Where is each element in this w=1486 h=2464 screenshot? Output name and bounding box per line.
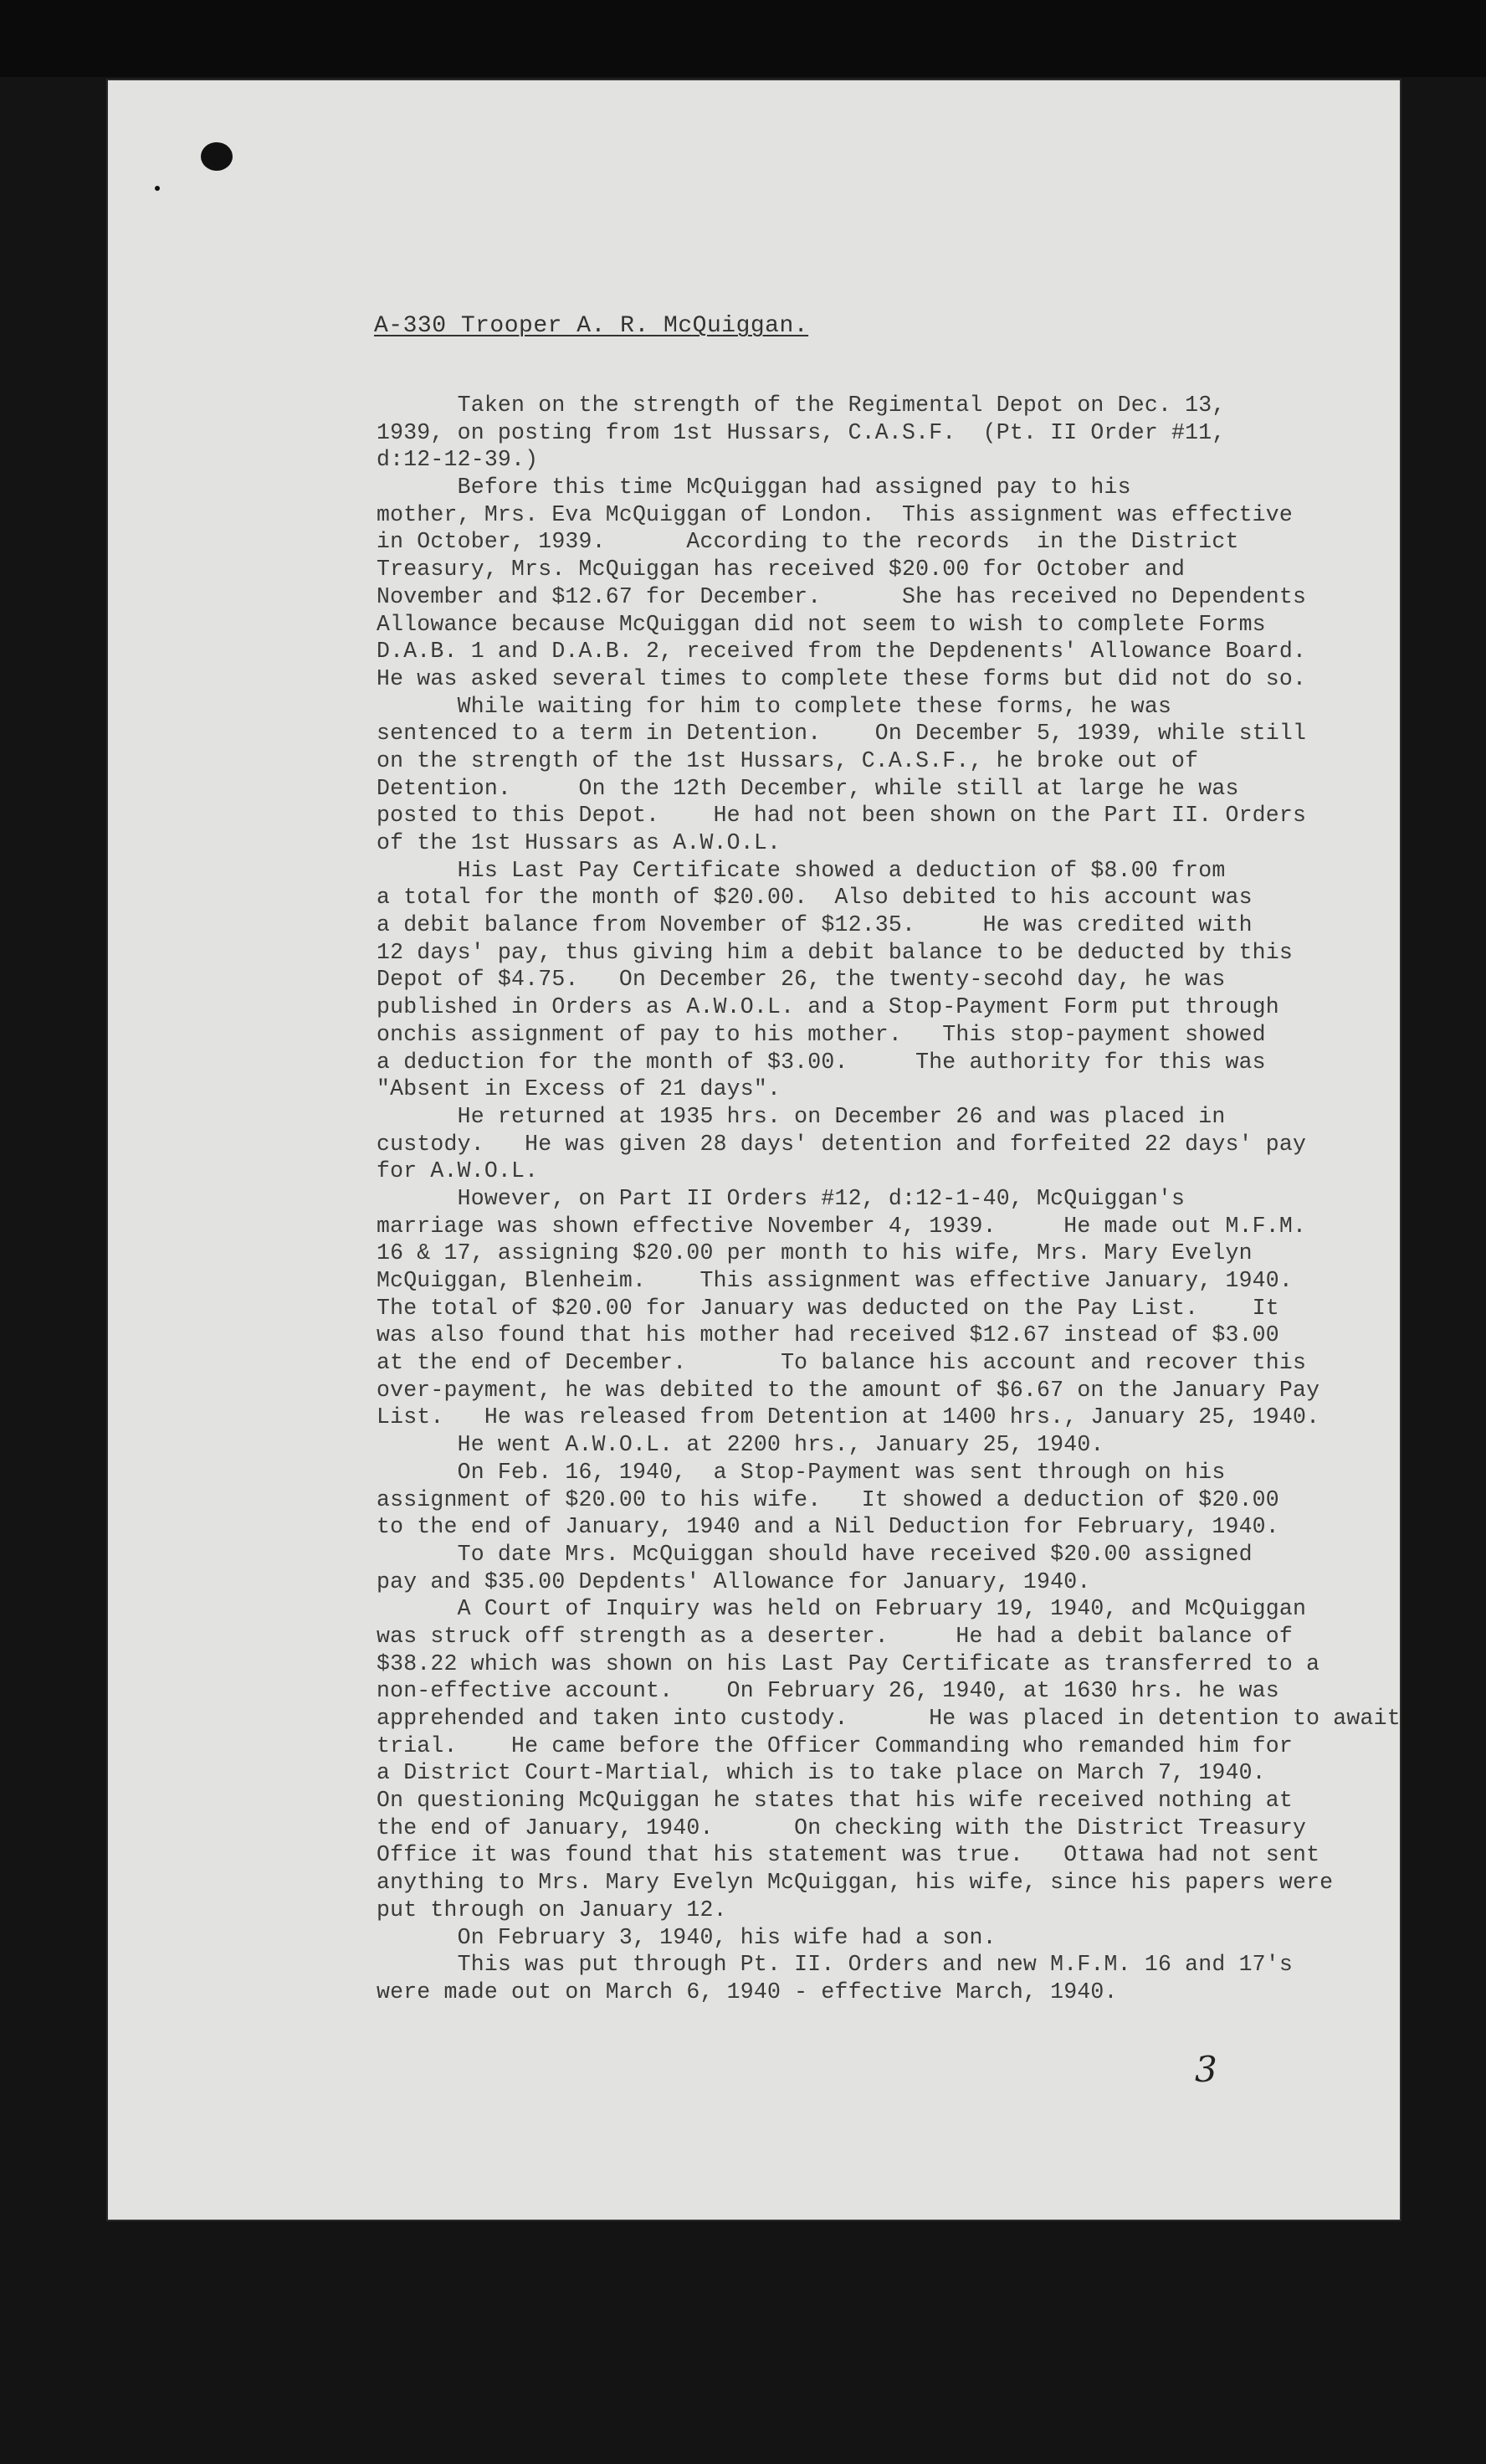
text-line: Depot of $4.75. On December 26, the twenty-secohd day, he was: [377, 967, 1226, 993]
text-line: onchis assignment of pay to his mother. This stop-payment showed: [377, 1021, 1266, 1047]
text-line: Allowance because McQuiggan did not seem to wish to complete Forms: [377, 611, 1266, 637]
text-line: trial. He came before the Officer Commanding who remanded him for: [377, 1732, 1293, 1758]
text-line: was struck off strength as a deserter. He had a debit balance of: [377, 1623, 1293, 1649]
text-line: While waiting for him to complete these forms, he was: [377, 693, 1172, 719]
text-line: On February 3, 1940, his wife had a son.: [377, 1924, 997, 1950]
text-line: custody. He was given 28 days' detention and forfeited 22 days' pay: [377, 1131, 1307, 1157]
text-line: Taken on the strength of the Regimental Depot on Dec. 13,: [377, 393, 1226, 418]
page-number: 3: [1195, 2049, 1217, 2090]
text-line: was also found that his mother had received $12.67 instead of $3.00: [377, 1322, 1279, 1348]
text-line: a District Court-Martial, which is to take place on March 7, 1940.: [377, 1760, 1266, 1786]
text-line: He went A.W.O.L. at 2200 hrs., January 25, 1940.: [377, 1432, 1104, 1458]
text-line: posted to this Depot. He had not been shown on the Part II. Orders: [377, 803, 1307, 829]
text-line: sentenced to a term in Detention. On December 5, 1939, while still: [377, 721, 1307, 747]
document-body: [377, 392, 1401, 2006]
text-line: "Absent in Excess of 21 days".: [377, 1076, 781, 1102]
text-line: to the end of January, 1940 and a Nil Deduction for February, 1940.: [377, 1514, 1279, 1540]
text-line: He returned at 1935 hrs. on December 26 and was placed in: [377, 1103, 1226, 1129]
text-line: The total of $20.00 for January was deducted on the Pay List. It: [377, 1295, 1279, 1321]
text-line: apprehended and taken into custody. He was placed in detention to await: [377, 1706, 1401, 1731]
text-line: a deduction for the month of $3.00. The authority for this was: [377, 1049, 1266, 1075]
text-line: a debit balance from November of $12.35. He was credited with: [377, 912, 1253, 938]
text-line: were made out on March 6, 1940 - effective March, 1940.: [377, 1979, 1118, 2005]
text-line: non-effective account. On February 26, 1940, at 1630 hrs. he was: [377, 1678, 1279, 1704]
text-line: assignment of $20.00 to his wife. It showed a deduction of $20.00: [377, 1486, 1279, 1512]
text-line: d:12-12-39.): [377, 447, 539, 473]
text-line: His Last Pay Certificate showed a deduction of $8.00 from: [377, 857, 1226, 883]
ink-blot: [201, 142, 233, 171]
text-line: Detention. On the 12th December, while still at large he was: [377, 775, 1239, 801]
text-line: Before this time McQuiggan had assigned pay to his: [377, 475, 1131, 501]
text-line: List. He was released from Detention at 1400 hrs., January 25, 1940.: [377, 1404, 1320, 1430]
text-line: This was put through Pt. II. Orders and new M.F.M. 16 and 17's: [377, 1952, 1293, 1978]
text-line: However, on Part II Orders #12, d:12-1-40, McQuiggan's: [377, 1185, 1186, 1211]
text-line: marriage was shown effective November 4, 1939. He made out M.F.M.: [377, 1213, 1307, 1239]
text-line: at the end of December. To balance his account and recover this: [377, 1350, 1307, 1376]
ink-dot: [155, 186, 160, 191]
text-line: on the strength of the 1st Hussars, C.A.S.F., he broke out of: [377, 747, 1199, 773]
text-line: 16 & 17, assigning $20.00 per month to his wife, Mrs. Mary Evelyn: [377, 1240, 1253, 1266]
text-line: of the 1st Hussars as A.W.O.L.: [377, 830, 781, 855]
text-line: D.A.B. 1 and D.A.B. 2, received from the Depdenents' Allowance Board.: [377, 639, 1307, 665]
text-line: a total for the month of $20.00. Also debited to his account was: [377, 885, 1253, 911]
text-line: On Feb. 16, 1940, a Stop-Payment was sent through on his: [377, 1459, 1226, 1485]
text-line: mother, Mrs. Eva McQuiggan of London. This assignment was effective: [377, 501, 1293, 527]
film-border: [0, 0, 1486, 77]
text-line: for A.W.O.L.: [377, 1158, 539, 1184]
text-line: Office it was found that his statement was true. Ottawa had not sent: [377, 1842, 1320, 1868]
text-line: pay and $35.00 Depdents' Allowance for January, 1940.: [377, 1568, 1091, 1594]
text-line: the end of January, 1940. On checking with the District Treasury: [377, 1815, 1307, 1840]
text-line: put through on January 12.: [377, 1897, 727, 1922]
document-heading: A-330 Trooper A. R. McQuiggan.: [374, 313, 809, 339]
text-line: $38.22 which was shown on his Last Pay Certificate as transferred to a: [377, 1650, 1320, 1676]
text-line: published in Orders as A.W.O.L. and a Stop-Payment Form put through: [377, 994, 1279, 1020]
text-line: 1939, on posting from 1st Hussars, C.A.S.F. (Pt. II Order #11,: [377, 419, 1226, 445]
text-line: A Court of Inquiry was held on February 19, 1940, and McQuiggan: [377, 1596, 1307, 1622]
text-line: November and $12.67 for December. She has received no Dependents: [377, 583, 1307, 609]
text-line: On questioning McQuiggan he states that his wife received nothing at: [377, 1788, 1293, 1814]
text-line: 12 days' pay, thus giving him a debit balance to be deducted by this: [377, 939, 1293, 965]
text-line: in October, 1939. According to the records in the District: [377, 529, 1239, 555]
text-line: anything to Mrs. Mary Evelyn McQuiggan, his wife, since his papers were: [377, 1870, 1334, 1896]
text-line: To date Mrs. McQuiggan should have received $20.00 assigned: [377, 1541, 1253, 1567]
text-line: Treasury, Mrs. McQuiggan has received $20.00 for October and: [377, 557, 1186, 583]
text-line: McQuiggan, Blenheim. This assignment was effective January, 1940.: [377, 1268, 1293, 1293]
text-line: He was asked several times to complete these forms but did not do so.: [377, 665, 1307, 691]
text-line: over-payment, he was debited to the amount of $6.67 on the January Pay: [377, 1377, 1320, 1403]
